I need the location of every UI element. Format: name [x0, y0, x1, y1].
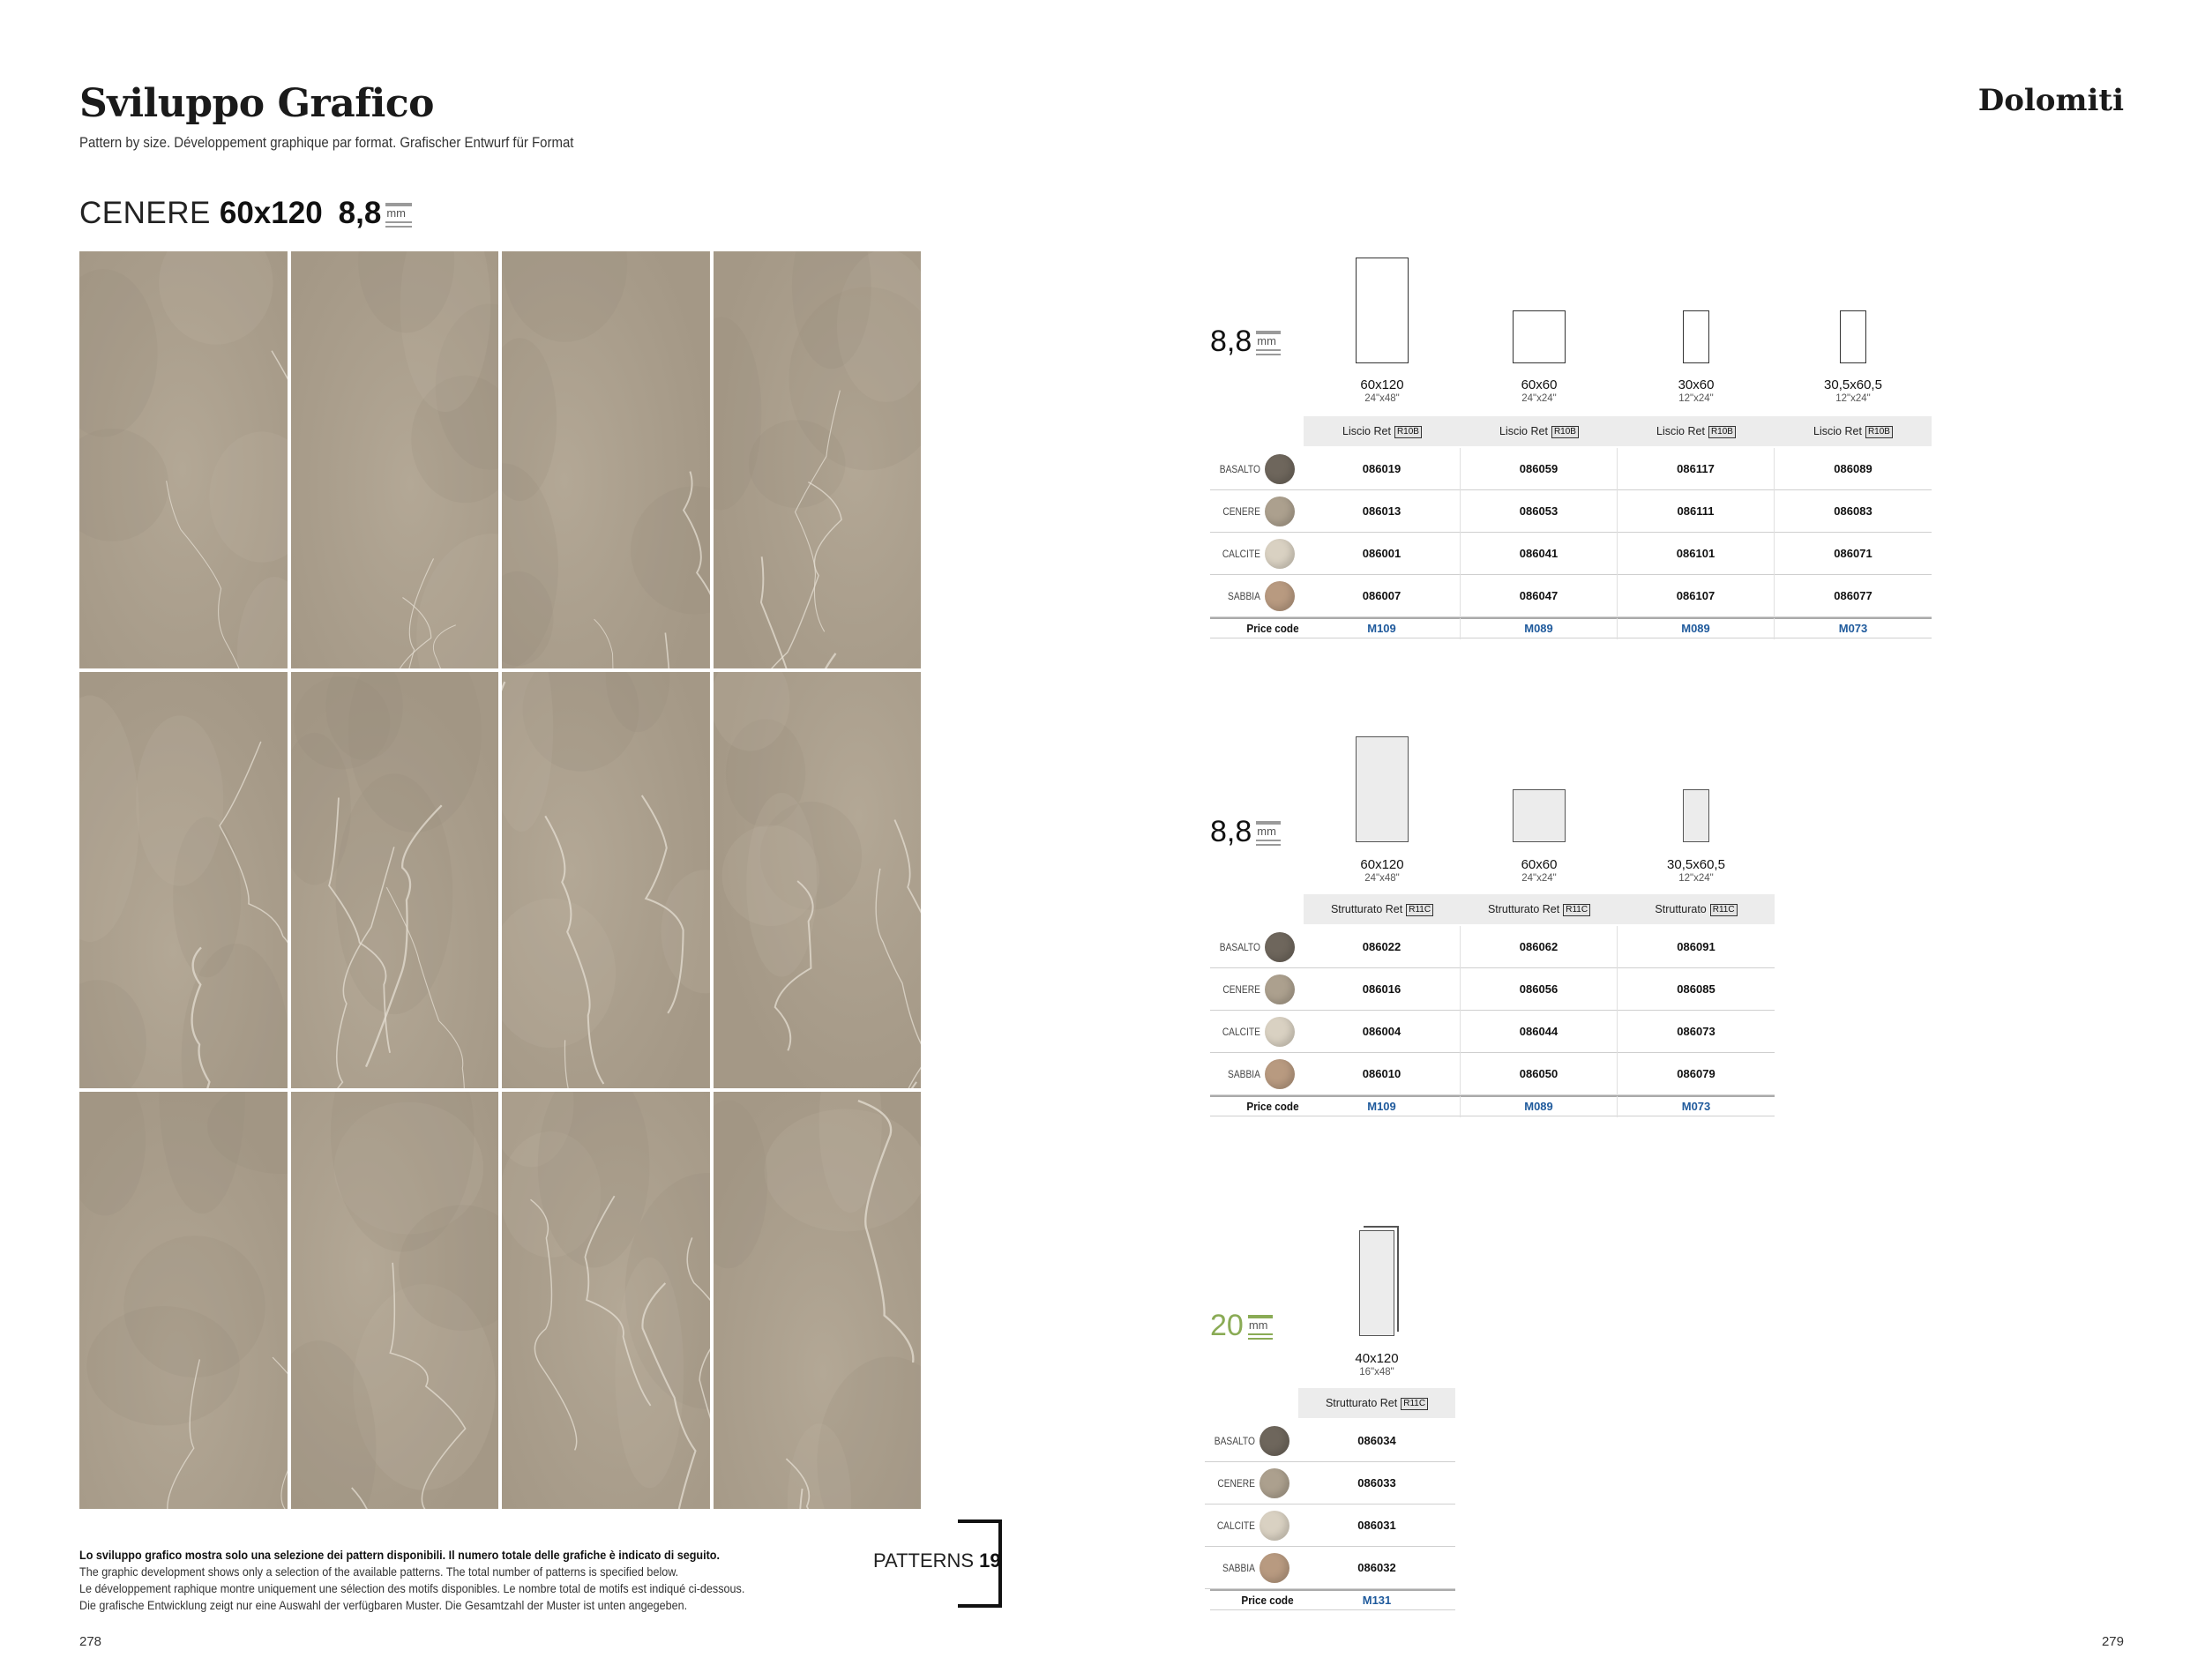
article-code: 086117 [1618, 448, 1775, 490]
size-inch: 12"x24" [1835, 393, 1871, 404]
size-inch: 24"x48" [1364, 393, 1400, 404]
color-name: CENERE [1222, 504, 1260, 518]
thickness-label [1210, 1309, 1273, 1343]
price-code: M089 [1461, 1096, 1618, 1117]
tile-format-icon [1513, 789, 1566, 842]
slip-rating-badge: R10B [1551, 426, 1579, 438]
slip-rating-badge: R10B [1394, 426, 1422, 438]
surface-name: Strutturato Ret [1330, 903, 1403, 915]
color-swatch [1265, 1059, 1295, 1089]
surface-cell [1618, 416, 1775, 446]
table-row [1210, 533, 1932, 575]
slip-rating-badge: R10B [1708, 426, 1736, 438]
article-code: 086010 [1304, 1053, 1461, 1095]
table-row [1210, 490, 1932, 533]
color-name: SABBIA [1228, 1067, 1260, 1080]
size-inch: 12"x24" [1678, 873, 1714, 884]
tile [79, 672, 288, 1089]
tile-format-icon [1356, 736, 1409, 842]
mm-unit: mm [1257, 825, 1276, 838]
article-code: 086004 [1304, 1011, 1461, 1053]
brand-name: Dolomiti [1977, 83, 2124, 118]
article-code: 086062 [1461, 926, 1618, 968]
slip-rating-badge: R11C [1710, 904, 1738, 916]
pattern-title [79, 196, 412, 231]
surface-cell [1461, 416, 1618, 446]
size-header [1618, 377, 1775, 404]
color-name: BASALTO [1219, 940, 1260, 953]
article-code: 086034 [1357, 1433, 1396, 1447]
page-number-right: 279 [2101, 1634, 2124, 1649]
thickness-value: 8,8 [1210, 325, 1252, 358]
table-row [1210, 968, 1775, 1011]
price-code-row [1210, 617, 1932, 638]
price-code: M089 [1618, 618, 1775, 639]
thickness-value: 20 [1210, 1309, 1244, 1342]
size-inch: 12"x24" [1678, 393, 1714, 404]
tile [502, 1092, 710, 1509]
article-code: 086077 [1834, 588, 1872, 602]
article-code: 086053 [1461, 490, 1618, 533]
surface-name: Liscio Ret [1656, 425, 1705, 437]
article-code: 086041 [1461, 533, 1618, 575]
article-code: 086050 [1461, 1053, 1618, 1095]
size-header [1618, 857, 1775, 884]
tile-format-icon [1683, 310, 1709, 363]
table-row [1210, 448, 1932, 490]
patterns-label: PATTERNS 19 [873, 1549, 1001, 1572]
color-name: CALCITE [1222, 547, 1260, 560]
table-row [1210, 926, 1775, 968]
color-swatch [1265, 581, 1295, 611]
color-swatch [1259, 1553, 1289, 1583]
color-name: SABBIA [1222, 1561, 1255, 1574]
color-swatch [1265, 974, 1295, 1004]
pattern-thickness: 8,8 [338, 196, 382, 230]
surface-name: Liscio Ret [1499, 425, 1548, 437]
thickness-value: 8,8 [1210, 815, 1252, 848]
page-subtitle: Pattern by size. Développement graphique par format. Grafischer Entwurf für Format [79, 134, 574, 151]
tile-format-icon [1513, 310, 1566, 363]
surface-cell [1304, 894, 1461, 924]
size-cm: 60x120 [1360, 857, 1404, 872]
size-cm: 30x60 [1678, 377, 1715, 392]
color-name: SABBIA [1228, 589, 1260, 602]
surface-name: Strutturato Ret [1325, 1397, 1398, 1409]
table-row [1210, 1053, 1775, 1095]
mm-icon: mm [385, 203, 412, 228]
surface-name: Liscio Ret [1813, 425, 1862, 437]
color-swatch [1259, 1468, 1289, 1498]
color-name: CENERE [1217, 1476, 1255, 1490]
color-swatch [1265, 497, 1295, 526]
price-code: M109 [1304, 1096, 1461, 1117]
color-swatch [1265, 1017, 1295, 1047]
article-code: 086047 [1461, 575, 1618, 617]
tile [714, 672, 922, 1089]
size-header [1461, 857, 1618, 884]
tile-pattern-grid [79, 251, 921, 1509]
table-row [1210, 575, 1932, 617]
color-name: CALCITE [1216, 1519, 1255, 1532]
size-cm: 30,5x60,5 [1667, 857, 1725, 872]
article-code: 086044 [1461, 1011, 1618, 1053]
size-inch: 24"x24" [1521, 873, 1557, 884]
article-code: 086032 [1357, 1560, 1396, 1574]
article-code: 086016 [1304, 968, 1461, 1011]
size-header [1461, 377, 1618, 404]
surface-name: Strutturato Ret [1487, 903, 1560, 915]
mm-unit: mm [1257, 334, 1276, 347]
price-code-label: Price code [1246, 622, 1299, 635]
article-code: 086071 [1834, 546, 1872, 560]
slip-rating-badge: R10B [1865, 426, 1893, 438]
slip-rating-badge: R11C [1401, 1398, 1428, 1410]
article-code: 086079 [1677, 1066, 1715, 1080]
size-header [1775, 377, 1932, 404]
mm-unit: mm [1248, 1318, 1268, 1332]
table-row [1205, 1547, 1455, 1589]
mm-icon [1256, 331, 1281, 355]
surface-cell [1775, 416, 1932, 446]
surface-name: Strutturato [1655, 903, 1707, 915]
slip-rating-badge: R11C [1406, 904, 1433, 916]
surface-row [1304, 894, 1775, 924]
patterns-count-box [873, 1519, 1002, 1608]
footer-note-en: The graphic development shows only a selection of the available patterns. The total number of patterns is specified below. [79, 1564, 679, 1579]
mm-icon [1248, 1315, 1273, 1340]
footer-note-fr: Le développement raphique montre uniquement une sélection des motifs disponibles. Le nombre total de motifs est indiqué ci-dessous. [79, 1581, 745, 1595]
size-cm: 40x120 [1355, 1351, 1399, 1366]
table-row [1205, 1505, 1455, 1547]
color-name: BASALTO [1214, 1434, 1255, 1447]
tile [714, 1092, 922, 1509]
size-cm: 60x60 [1521, 857, 1558, 872]
size-inch: 16"x48" [1359, 1367, 1394, 1378]
tile [291, 251, 499, 668]
color-swatch [1265, 539, 1295, 569]
price-code-row [1210, 1095, 1775, 1116]
color-name: BASALTO [1219, 462, 1260, 475]
article-code: 086101 [1618, 533, 1775, 575]
tile [502, 672, 710, 1089]
page-number-left: 278 [79, 1634, 102, 1649]
color-swatch [1265, 454, 1295, 484]
color-swatch [1259, 1426, 1289, 1456]
surface-name: Liscio Ret [1342, 425, 1391, 437]
size-cm: 60x120 [1360, 377, 1404, 392]
price-code: M109 [1304, 618, 1461, 639]
size-inch: 24"x24" [1521, 393, 1557, 404]
table-row [1205, 1420, 1455, 1462]
price-code: M073 [1838, 621, 1868, 635]
color-swatch [1259, 1511, 1289, 1541]
footer-note-de: Die grafische Entwicklung zeigt nur eine Auswahl der verfügbaren Muster. Die Gesamtzahl der Muster ist unten angegeben. [79, 1598, 688, 1612]
size-cm: 30,5x60,5 [1824, 377, 1882, 392]
thickness-label [1210, 325, 1281, 359]
article-code: 086013 [1304, 490, 1461, 533]
surface-cell [1461, 894, 1618, 924]
pattern-color: CENERE [79, 196, 211, 230]
tile-format-icon [1356, 258, 1409, 363]
table-row [1205, 1462, 1455, 1505]
article-code: 086089 [1834, 461, 1872, 475]
price-code: M131 [1362, 1593, 1392, 1607]
price-code: M073 [1681, 1099, 1711, 1113]
size-inch: 24"x48" [1364, 873, 1400, 884]
surface-row [1298, 1388, 1455, 1418]
article-code: 086085 [1677, 982, 1715, 996]
price-code-label: Price code [1241, 1594, 1294, 1607]
size-header [1304, 857, 1461, 884]
page-title: Sviluppo Grafico [79, 81, 435, 126]
price-code-label: Price code [1246, 1100, 1299, 1113]
article-code: 086073 [1677, 1024, 1715, 1038]
footer-note [79, 1547, 794, 1614]
article-code: 086019 [1304, 448, 1461, 490]
tile-format-icon [1840, 310, 1866, 363]
article-code: 086001 [1304, 533, 1461, 575]
table-row [1210, 1011, 1775, 1053]
article-code: 086007 [1304, 575, 1461, 617]
surface-cell [1618, 894, 1775, 924]
article-code: 086091 [1677, 939, 1715, 953]
tile-format-icon [1359, 1230, 1394, 1336]
tile [291, 672, 499, 1089]
surface-cell [1298, 1388, 1455, 1418]
surface-row [1304, 416, 1932, 446]
article-code: 086056 [1461, 968, 1618, 1011]
article-code: 086022 [1304, 926, 1461, 968]
size-header [1304, 377, 1461, 404]
article-code: 086083 [1834, 504, 1872, 518]
article-code: 086111 [1618, 490, 1775, 533]
color-name: CENERE [1222, 982, 1260, 996]
article-code: 086033 [1357, 1475, 1396, 1490]
tile [79, 1092, 288, 1509]
surface-cell [1304, 416, 1461, 446]
tile-format-icon [1683, 789, 1709, 842]
price-code: M089 [1461, 618, 1618, 639]
size-cm: 60x60 [1521, 377, 1558, 392]
patterns-count: 19 [979, 1549, 1001, 1572]
color-name: CALCITE [1222, 1025, 1260, 1038]
article-code: 086107 [1618, 575, 1775, 617]
footer-note-it: Lo sviluppo grafico mostra solo una selezione dei pattern disponibili. Il numero totale delle grafiche è indicato di seguito. [79, 1548, 721, 1562]
size-header [1298, 1351, 1455, 1378]
tile [502, 251, 710, 668]
thickness-label [1210, 815, 1281, 849]
tile [291, 1092, 499, 1509]
pattern-size: 60x120 [219, 196, 323, 230]
color-swatch [1265, 932, 1295, 962]
article-code: 086059 [1461, 448, 1618, 490]
price-code-row [1210, 1589, 1455, 1610]
article-code: 086031 [1357, 1518, 1396, 1532]
tile [79, 251, 288, 668]
slip-rating-badge: R11C [1563, 904, 1590, 916]
mm-icon [1256, 821, 1281, 846]
tile [714, 251, 922, 668]
